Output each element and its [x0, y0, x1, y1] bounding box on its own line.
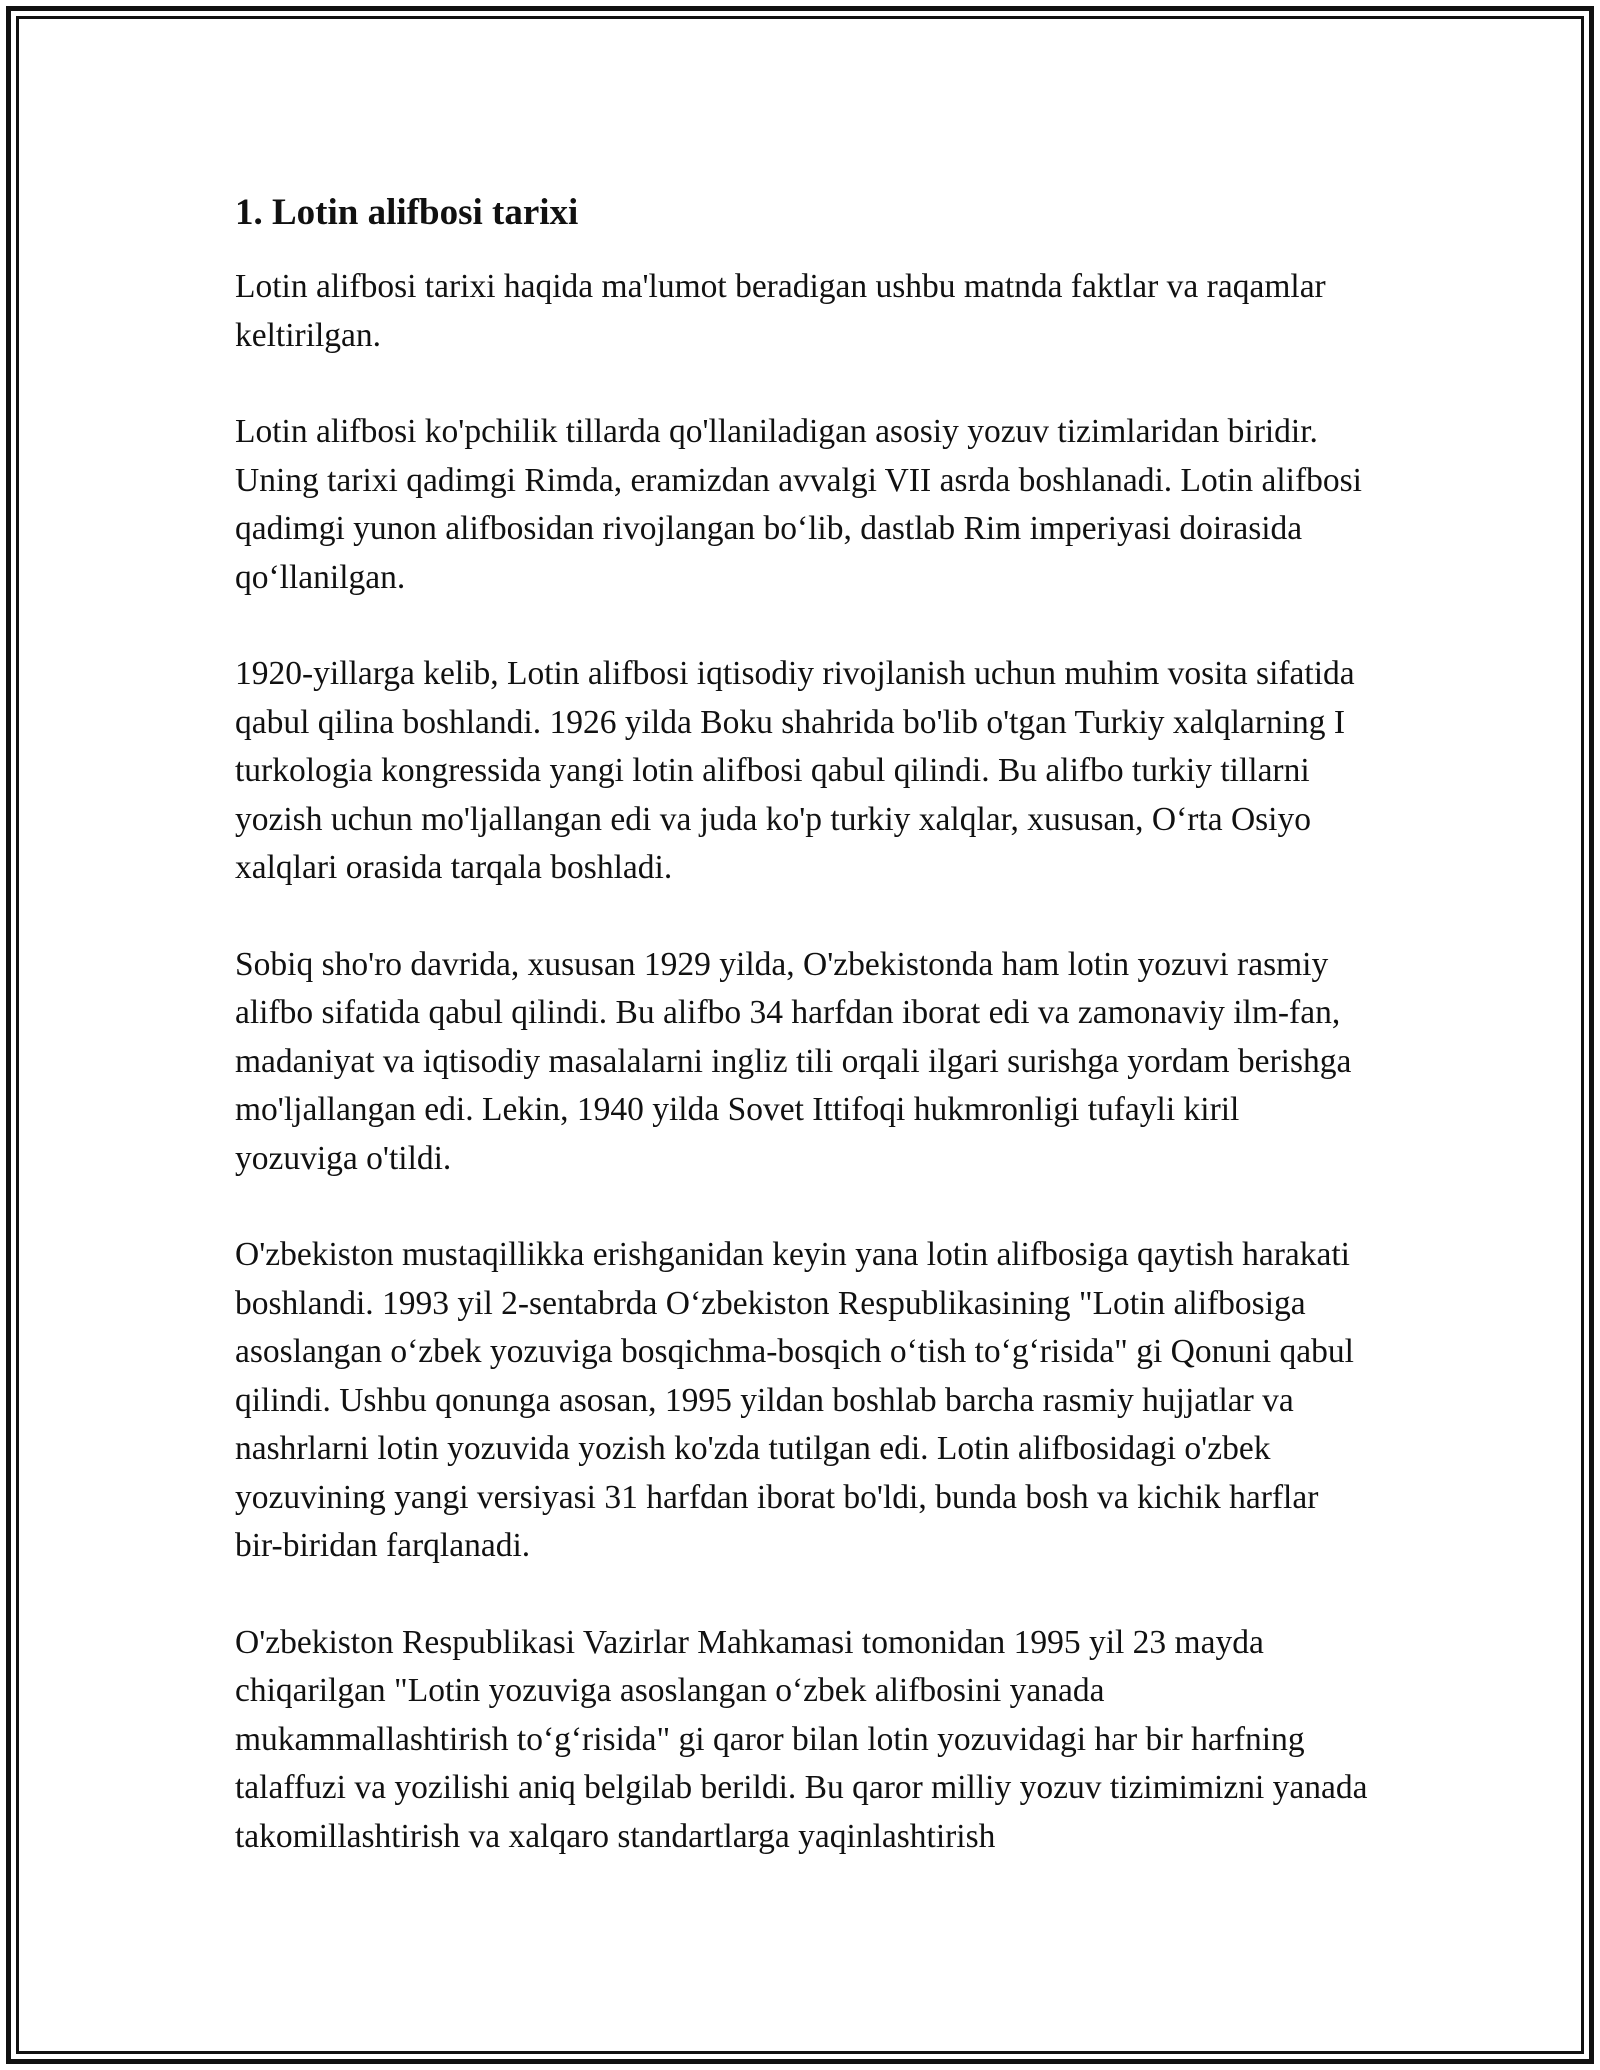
paragraph-independence: O'zbekiston mustaqillikka erishganidan keyin yana lotin alifbosiga qaytish harakati boshlandi. 1993 yil 2-sentabrda O‘zbekiston Respublikasining "Lotin alifbosiga asoslangan o‘zbek yozuviga bosqichma-bosqich o‘tish to‘g‘risida" gi Qonuni qabul qilindi. Ushbu qonunga asosan, 1995 yildan boshlab barcha rasmiy hujjatlar va nashrlarni lotin yozuvida yozish ko'zda tutilgan edi. Lotin alifbosidagi o'zbek yozuvining yangi versiyasi 31 harfdan iborat bo'ldi, bunda bosh va kichik harflar bir-biridan farqlanadi. — [235, 1236, 1354, 1564]
document-body — [235, 185, 1370, 1861]
paragraph-1995-decree: O'zbekiston Respublikasi Vazirlar Mahkamasi tomonidan 1995 yil 23 mayda chiqarilgan "Lotin yozuviga asoslangan o‘zbek alifbosini yanada mukammallashtirish to‘g‘risida" gi qaror bilan lotin yozuvidagi har bir harfning talaffuzi va yozilishi aniq belgilab berildi. Bu qaror milliy yozuv tizimimizni yanada takomillashtirish va xalqaro standartlarga yaqinlashtirish — [235, 1623, 1368, 1855]
section-title: 1. Lotin alifbosi tarixi — [235, 192, 579, 233]
paragraph-soviet-era: Sobiq sho'ro davrida, xususan 1929 yilda, O'zbekistonda ham lotin yozuvi rasmiy alifbo sifatida qabul qilindi. Bu alifbo 34 harfdan iborat edi va zamonaviy ilm-fan, madaniyat va iqtisodiy masalalarni ingliz tili orqali ilgari surishga yordam berishga mo'ljallangan edi. Lekin, 1940 yilda Sovet Ittifoqi hukmronligi tufayli kiril yozuviga o'tildi. — [235, 945, 1352, 1177]
paragraph-intro: Lotin alifbosi tarixi haqida ma'lumot beradigan ushbu matnda faktlar va raqamlar keltirilgan. — [235, 268, 1326, 354]
paragraph-origins: Lotin alifbosi ko'pchilik tillarda qo'llaniladigan asosiy yozuv tizimlaridan biridir. Uning tarixi qadimgi Rimda, eramizdan avvalgi VII asrda boshlanadi. Lotin alifbosi qadimgi yunon alifbosidan rivojlangan bo‘lib, dastlab Rim imperiyasi doirasida qo‘llanilgan. — [235, 413, 1362, 596]
paragraph-1920s: 1920-yillarga kelib, Lotin alifbosi iqtisodiy rivojlanish uchun muhim vosita sifatida qabul qilina boshlandi. 1926 yilda Boku shahrida bo'lib o'tgan Turkiy xalqlarning I turkologia kongressida yangi lotin alifbosi qabul qilindi. Bu alifbo turkiy tillarni yozish uchun mo'ljallangan edi va juda ko'p turkiy xalqlar, xususan, O‘rta Osiyo xalqlari orasida tarqala boshladi. — [235, 655, 1355, 886]
